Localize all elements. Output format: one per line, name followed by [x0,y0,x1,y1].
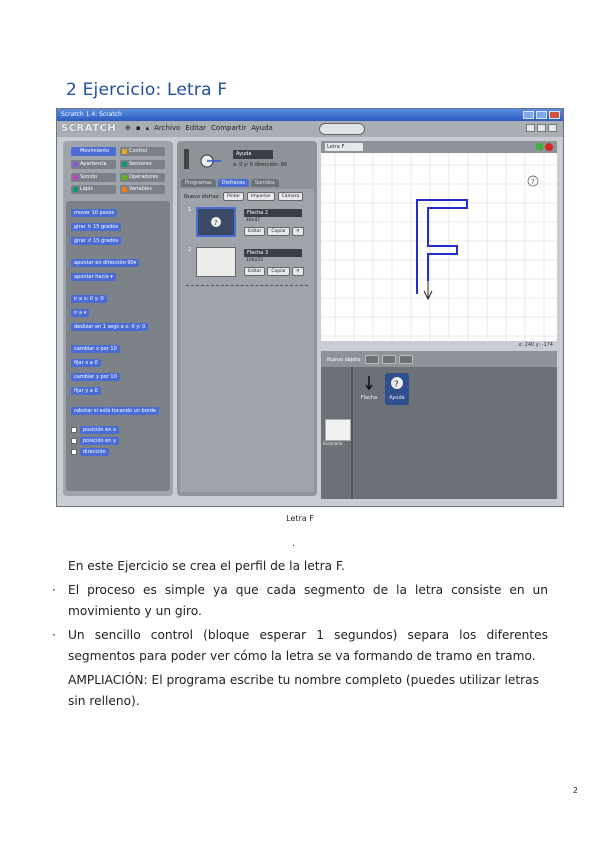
tab-programas[interactable]: Programas [181,179,216,187]
paint-button[interactable]: Pintar [223,192,244,201]
reporter-posicion-y[interactable]: posición en y [80,437,119,445]
help-icon [389,375,405,391]
new-sprite-label: Nuevo objeto: [327,356,362,363]
body-text [68,556,548,715]
window-titlebar [57,109,563,121]
checkbox-posicion-y[interactable] [71,438,77,444]
separator-dot: . [292,538,296,549]
paint-sprite-icon[interactable] [365,355,379,364]
sprite-info [183,147,311,177]
menu-archivo[interactable]: Archivo [154,124,181,132]
block-apuntar-hacia[interactable]: apuntar hacia ▾ [71,273,116,281]
block-cambiar-x[interactable]: cambiar x por 10 [71,345,120,353]
scratch-logo: SCRATCH [61,123,117,134]
block-mover[interactable]: mover 10 pasos [71,209,117,217]
normal-stage-icon[interactable] [537,124,546,132]
tab-disfraces[interactable]: Disfraces [218,179,249,187]
category-sensores[interactable]: Sensores [120,160,165,169]
sprite-tile-ayuda[interactable] [385,373,409,405]
category-movimiento[interactable]: Movimiento [71,147,116,156]
menu-ayuda[interactable]: Ayuda [251,124,273,132]
sprite-preview-icon [183,147,223,175]
menubar [57,121,563,137]
costume-name[interactable]: Flecha 3 [244,249,302,257]
menu-editar[interactable]: Editar [185,124,207,132]
camera-button[interactable]: Cámara [278,192,304,201]
bullet-paragraph: · El proceso es simple ya que cada segmento de la letra consiste en un movimiento y un giro. [68,580,548,622]
block-fijar-y[interactable]: fijar y a 0 [71,387,101,395]
sprite-list-header [321,351,557,367]
block-cambiar-y[interactable]: cambiar y por 10 [71,373,120,381]
bullet-paragraph: · Un sencillo control (bloque esperar 1 segundos) separa los diferentes segmentos para poder ver cómo la letra se va formando de tramo en tramo. [68,625,548,667]
new-costume-label: Nuevo disfraz: [184,193,220,200]
scratch-screenshot [56,108,564,507]
block-ir-a[interactable]: ir a ▾ [71,309,89,317]
block-girar-derecha[interactable]: girar ↻ 15 grados [71,223,121,231]
costume-thumbnail[interactable] [196,247,236,277]
ampliacion-paragraph: AMPLIACIÓN: El programa escribe tu nombre completo (puedes utilizar letras sin relleno). [68,673,539,708]
checkbox-posicion-x[interactable] [71,427,77,433]
sprite-panel [177,141,317,496]
stage-title[interactable]: Letra F [325,143,363,151]
edit-costume-button[interactable]: Editar [244,227,265,236]
category-variables[interactable]: Variables [120,185,165,194]
costume-size: 46x47 [246,218,261,223]
block-girar-izquierda[interactable]: girar ↺ 15 grados [71,237,121,245]
svg-text:?: ? [394,380,399,390]
block-fijar-x[interactable]: fijar x a 0 [71,359,101,367]
page-number: 2 [572,786,578,795]
category-control[interactable]: Control [120,147,165,156]
sprite-list-divider [351,367,353,499]
checkbox-direccion[interactable] [71,449,77,455]
menu-compartir[interactable]: Compartir [211,124,247,132]
close-icon[interactable] [549,111,560,119]
category-lapiz[interactable]: Lápiz [71,185,116,194]
save-icon[interactable]: ▪ [135,124,141,132]
green-flag-icon[interactable] [536,143,543,150]
arrow-icon [361,375,377,391]
block-palette [63,141,173,496]
delete-costume-icon[interactable]: ✕ [292,267,304,276]
costume-size: 100x55 [246,258,263,263]
minimize-icon[interactable] [523,111,534,119]
share-icon[interactable]: ▴ [145,124,150,132]
sprite-tile-flecha[interactable] [357,373,381,405]
reporter-posicion-x[interactable]: posición en x [80,426,119,434]
stage-thumbnail[interactable] [325,419,351,441]
small-stage-icon[interactable] [526,124,535,132]
import-sprite-icon[interactable] [382,355,396,364]
window-title: Scratch 1.4: Scratch [61,111,122,118]
stage-thumbnail-label: Escenario [323,441,343,446]
intro-paragraph: En este Ejercicio se crea el perfil de la letra F. [68,559,345,573]
presentation-icon[interactable] [548,124,557,132]
figure-caption: Letra F [286,514,314,523]
sprite-list [321,367,557,499]
import-button[interactable]: Importar [247,192,275,201]
svg-text:?: ? [531,178,535,186]
maximize-icon[interactable] [536,111,547,119]
costume-item[interactable] [186,207,310,241]
block-ir-a-xy[interactable]: ir a x: 0 y: 0 [71,295,107,303]
tab-sonidos[interactable]: Sonidos [251,179,279,187]
delete-costume-icon[interactable]: ✕ [292,227,304,236]
costume-thumbnail[interactable] [196,207,236,237]
stage-canvas[interactable] [321,153,557,341]
category-apariencia[interactable]: Apariencia [71,160,116,169]
block-apuntar-direccion[interactable]: apuntar en dirección 90▾ [71,259,139,267]
tool-buttons[interactable] [319,123,365,135]
globe-icon[interactable]: ⊕ [125,124,131,132]
category-sonido[interactable]: Sonido [71,173,116,182]
costume-item[interactable] [186,247,310,281]
costume-name[interactable]: Flecha 2 [244,209,302,217]
costume-divider [186,285,308,286]
block-rebotar[interactable]: rebotar si está tocando un borde [71,407,159,415]
random-sprite-icon[interactable] [399,355,413,364]
section-heading: 2 Ejercicio: Letra F [66,80,228,100]
sprite-name: Ayuda [389,395,405,401]
sprite-name-field[interactable]: Ayuda [233,150,273,159]
stage-header [321,141,557,153]
svg-text:?: ? [214,219,218,227]
edit-costume-button[interactable]: Editar [244,267,265,276]
costume-number: 2 [188,247,192,253]
stage-coords: x: 240 y: -174 [321,341,557,349]
sprite-coords: x: 0 y: 0 dirección: 90 [233,162,287,168]
category-operadores[interactable]: Operadores [120,173,165,182]
costume-number: 1 [188,207,192,213]
costumes-area [180,189,314,492]
copy-costume-button[interactable]: Copiar [267,227,290,236]
copy-costume-button[interactable]: Copiar [267,267,290,276]
sprite-name: Flecha [360,395,378,401]
reporter-direccion[interactable]: dirección [80,448,109,456]
stop-icon[interactable] [545,143,553,151]
blocks-area [66,201,170,491]
block-deslizar[interactable]: deslizar en 1 segs a x: 0 y: 0 [71,323,148,331]
